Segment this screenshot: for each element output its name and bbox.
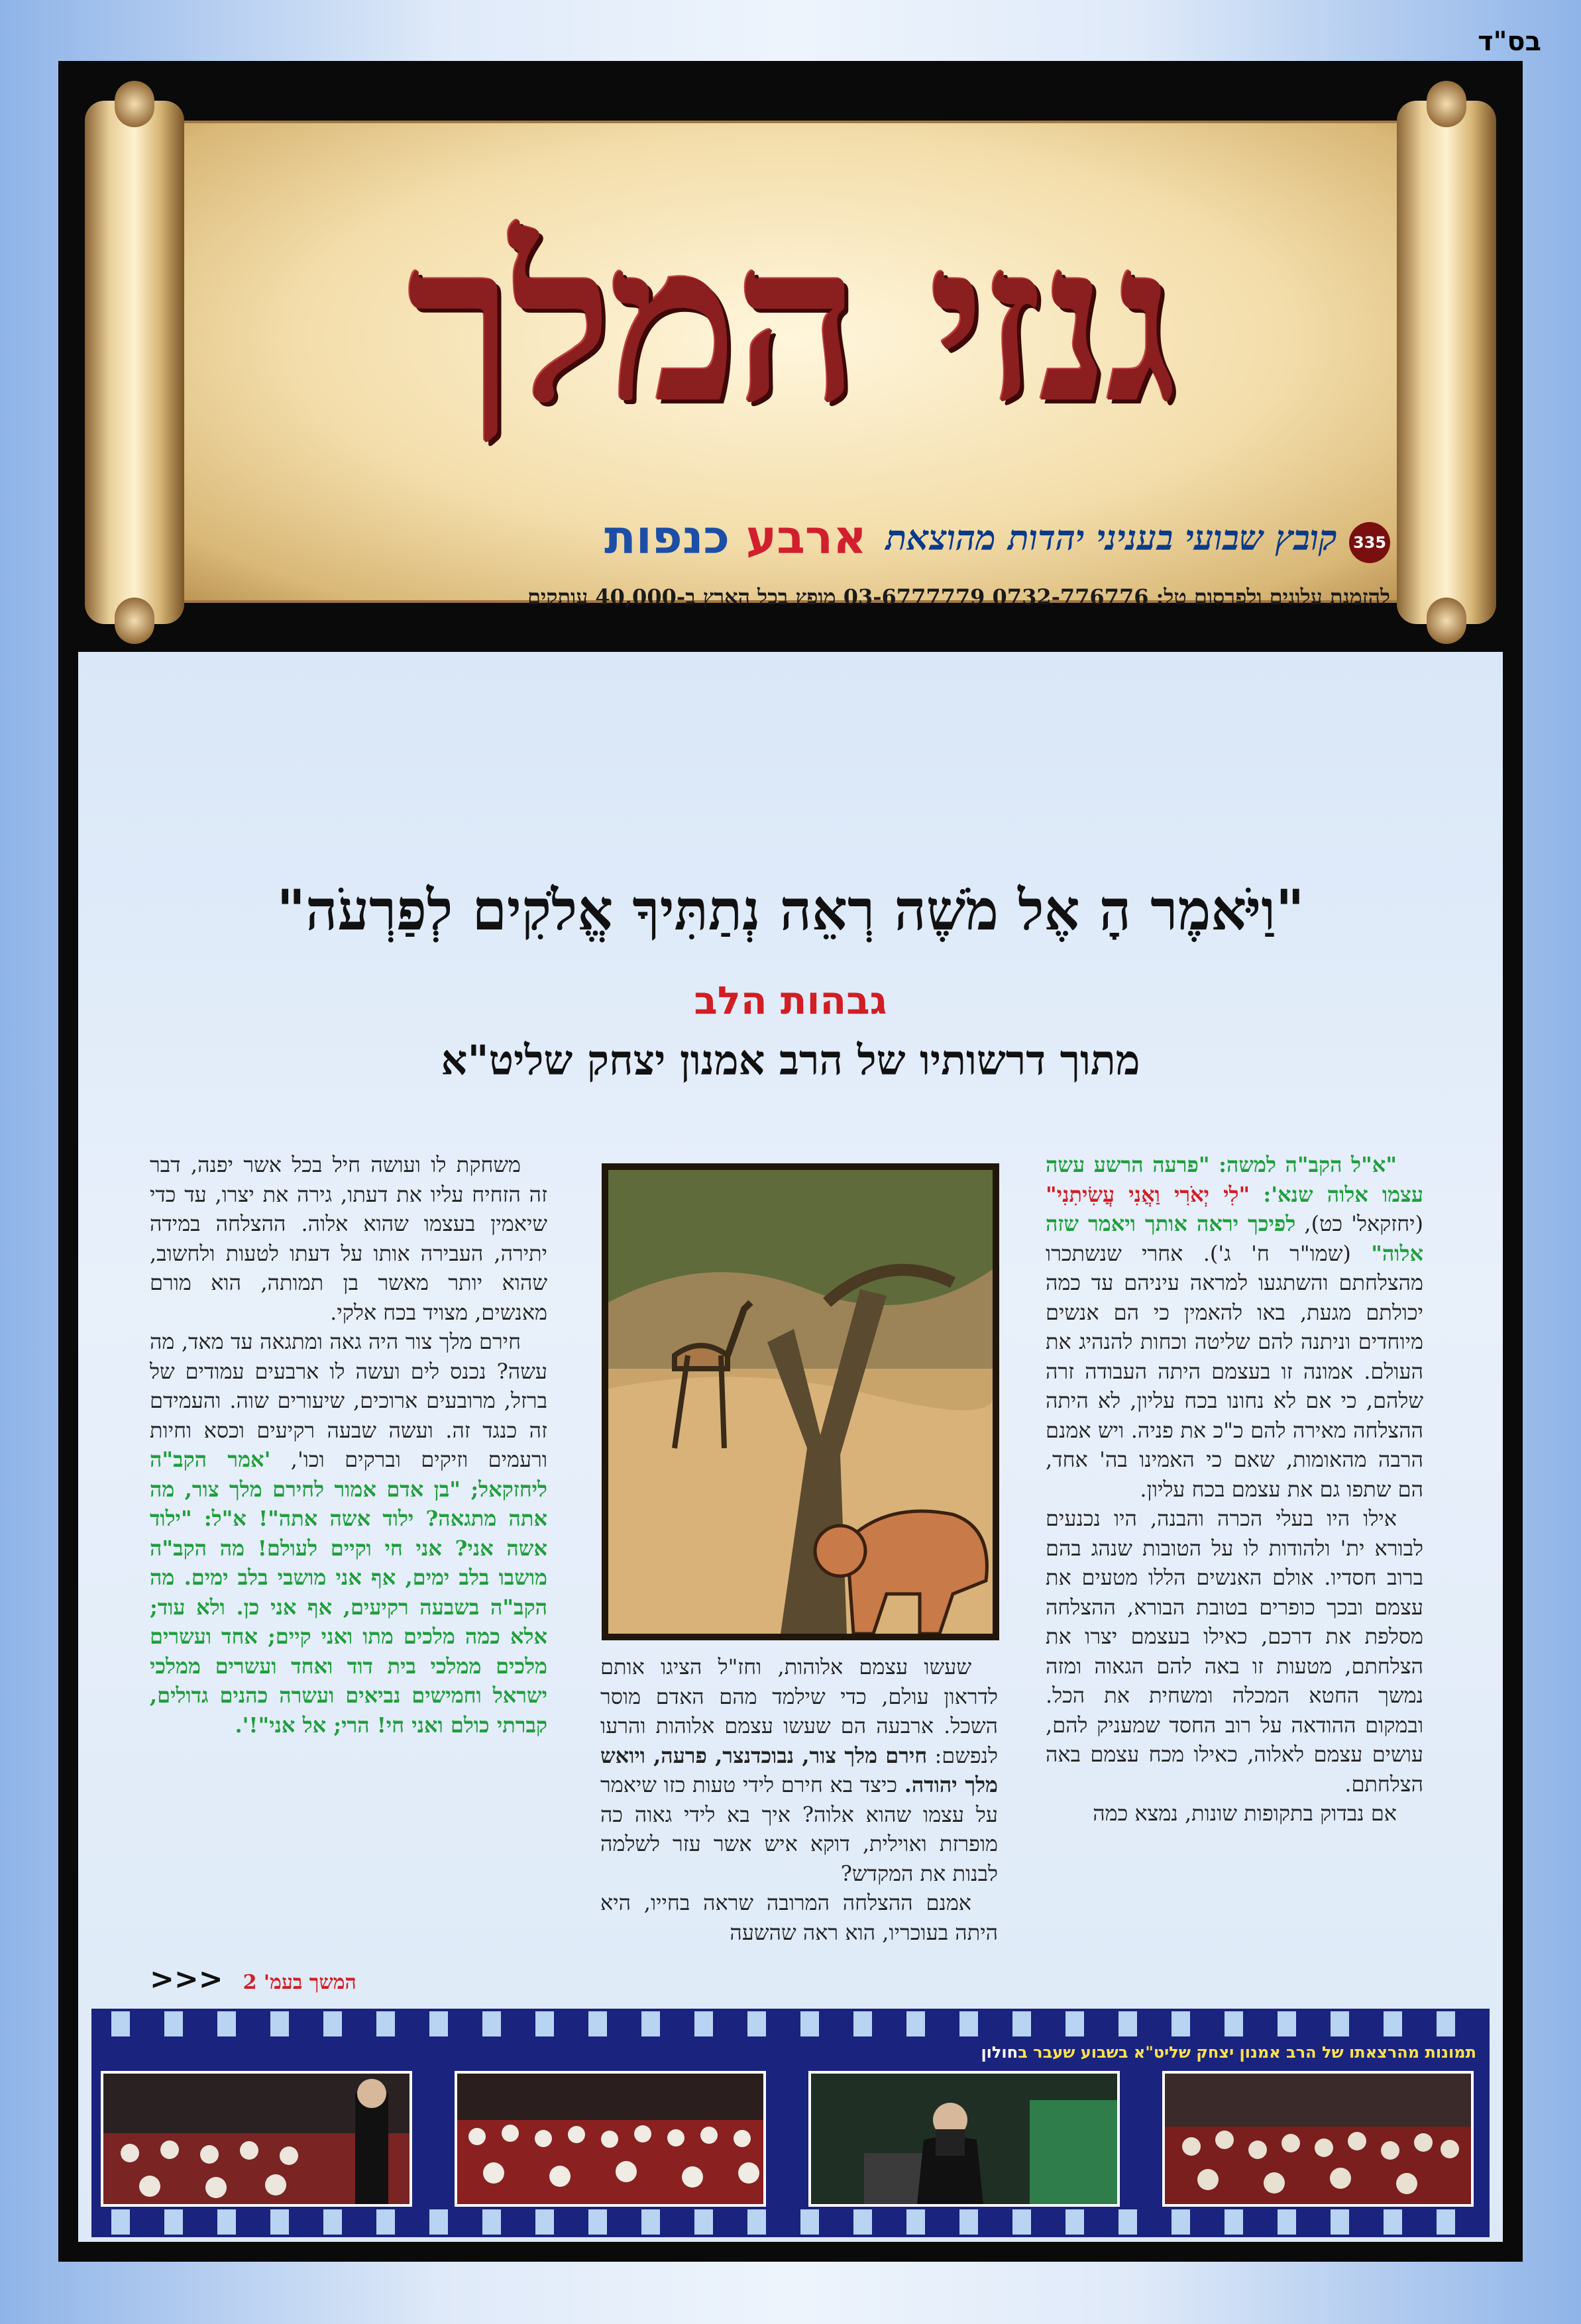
article-paragraph: [600, 1652, 998, 1888]
article-paragraph: [150, 1327, 547, 1740]
photo-filmstrip: [91, 2009, 1490, 2237]
film-perforations-top: [91, 2011, 1490, 2036]
speaker-photo: [811, 2074, 1117, 2204]
body-text: חירם מלך צור היה גאה ומתגאה עד מאד, מה עשה? נכנס לים ועשה לו ארבעים עמודים של ברזל, מרובעים ארוכים, שיעורים שוה. והעמידם זה כנגד זה. ועשה שבעה רקיעים וכסא וחיות ורעמים וזיקים וברקים וכו',: [150, 1329, 548, 1472]
caption-location: חולון: [981, 2043, 1018, 2062]
article-paragraph: אמנם ההצלחה המרובה שראה בחייו, היא היתה בעוכריו, הוא ראה שהשעה: [600, 1890, 998, 1945]
event-photo-4: [101, 2071, 412, 2207]
event-photo-3: [455, 2071, 766, 2207]
article-column-middle: [600, 1652, 998, 1947]
event-photo-2: [808, 2071, 1120, 2207]
article-subtitle: גבהות הלב: [694, 978, 887, 1023]
emphasis-text: חירם מלך צור, נבוכדנצר, פרעה, ויואש מלך יהודה.: [600, 1742, 999, 1797]
scroll-roll-right: [1397, 101, 1496, 624]
illustration-deer-lion: [602, 1163, 999, 1640]
page-frame: [58, 61, 1523, 2262]
masthead-subline: [191, 510, 1390, 571]
article-verse-title: "וַיֹּאמֶר הָ אֶל מֹשֶׁה רְאֵה נְתַתִּיךָ אֱלֹקִים לְפַרְעֹה": [276, 877, 1305, 943]
article-paragraph: אילו היו בעלי הכרה והבנה, היו נכנעים לבורא ית' ולהודות לו על הטובות שנהג בהם ברוב חסדיו. אולם האנשים הללו מטעים את עצמם ובכך כופרים בטובת הבורא, ההצלחה מסלפת את דרכם, כאילו בעצמם יצרו את הצלחתם, מטעות זו באה להם הגאוה ומזה נמשך החטא המכלה ומשחית את הכל. ובמקום ההודאה על רוב החסד שמעניק להם, עושים עצמם לאלוה, כאילו מכח עצמם באה הצלחתם.: [1046, 1506, 1423, 1797]
continued-link[interactable]: [150, 1962, 356, 1996]
publisher-logo: [604, 510, 867, 564]
audience-photo: [1165, 2074, 1471, 2204]
verse-quote: "לִי יְאֹרִי וַאֲנִי עֲשִׂיתִנִי": [1046, 1181, 1250, 1207]
article-paragraph: [1046, 1150, 1423, 1504]
contact-line: להזמנת עלונים ולפרסום טל: 0732-776776 03-6777779 מופץ בכל הארץ ב-40,000 עותקים: [527, 584, 1390, 609]
publisher-logo-word1: ארבע: [745, 510, 867, 564]
article-area: [78, 652, 1503, 2242]
scroll-roll-left: [85, 101, 184, 624]
event-photo-1: [1162, 2071, 1474, 2207]
quote-text: "א"ל הקב"ה למשה: "פרעה הרשע עשה עצמו אלוה שנא':: [1046, 1152, 1424, 1207]
filmstrip-caption: [981, 2043, 1476, 2062]
article-byline: מתוך דרשותיו של הרב אמנון יצחק שליט"א: [441, 1036, 1140, 1084]
article-column-left: [150, 1150, 547, 1740]
caption-text: תמונות מהרצאתו של הרב אמנון יצחק שליט"א בשבוע שעבר ב: [1018, 2043, 1476, 2062]
quote-text: לפיכך יראה אותך ויאמר שזה אלוה": [1046, 1211, 1423, 1266]
audience-photo: [103, 2074, 409, 2204]
body-text: שעשו עצמם אלוהות, וחז"ל הציגו אותם לדראון עולם, כדי שילמד מהם האדם מוסר השכל. ארבעה הם שעשו עצמם אלוהות והרעו לנפשם:: [600, 1654, 999, 1768]
body-text: כיצד בא חירם לידי טעות כזו שיאמר על עצמו שהוא אלוה? איך בא לידי גאוה כה מופרזת ואוילית, דוקא איש אשר עזר לשלמה לבנות את המקדש?: [600, 1772, 998, 1886]
article-paragraph: משחקת לו ועושה חיל בכל אשר יפנה, דבר זה הזחיח עליו את דעתו, גירה את יצרו, עד כדי שיאמין בעצמו שהוא אלוה. ההצלחה במידה יתירה, העבירה אותו על דעתו לטעות ולחשוב, שהוא יותר מאשר בן תמותה, הוא מורם מאנשים, מצויד בכח אלקי.: [150, 1152, 548, 1325]
article-paragraph: אם נבדוק בתקופות שונות, נמצא כמה: [1093, 1801, 1397, 1826]
citation: (יחזקאל' כט),: [1295, 1211, 1424, 1236]
masthead-title: גנזי המלך: [407, 194, 1174, 451]
arrows-icon: <<<: [150, 1962, 223, 1996]
publisher-logo-word2: כנפות: [604, 510, 730, 564]
continued-text: המשך בעמ' 2: [243, 1971, 356, 1994]
issue-number-badge: 335: [1349, 522, 1390, 563]
audience-photo: [457, 2074, 763, 2204]
quote-text: 'אמר הקב"ה ליחזקאל; "בן אדם אמור לחירם מלך צור, מה אתה מתגאה? ילוד אשה אתה"! א"ל: "ילוד אשה אני? אני חי וקיים לעולם! מה הקב"ה מושבו בלב ימים, אף אני מושבי בלב ימים. מה הקב"ה בשבעה רקיעים, אף אני כן. ולא עוד; אלא כמה מלכים מתו ואני קיים; אחד ועשרים מלכים ממלכי בית דוד ואחד ועשרים ממלכי ישראל וחמישים נביאים ועשרה כהנים גדולים, קברתי כולם ואני חי! הרי; אל אני"!'.: [150, 1447, 547, 1738]
masthead-header: [58, 61, 1523, 629]
article-column-right: [1046, 1150, 1423, 1828]
illustration-drawing: [608, 1170, 993, 1634]
body-text: (שמו"ר ח' ג'). אחרי שנשתכרו מהצלחתם והשתגעו למראה עיניהם עד כמה יכולתם מגעת, באו להאמין כי הם אנשים מיוחדים וניתנה להם שליטה וכחות להנהיג את העולם. אמונה זו בעצמם היתה העבודה זרה שלהם, כי אם לא נחונו בכח עליון, לא היתה ההצלחה מאירה להם כ"כ את פניה. ויש אמנם הרבה מהאומות, שאם כי האמינו בה' אחד, הם שתפו גם את עצמם בכח עליון.: [1046, 1240, 1423, 1502]
masthead-tagline: קובץ שבועי בעניני יהדות מהוצאת: [885, 518, 1337, 558]
film-perforations-bottom: [91, 2209, 1490, 2235]
bsd-mark: בס"ד: [1478, 26, 1541, 57]
